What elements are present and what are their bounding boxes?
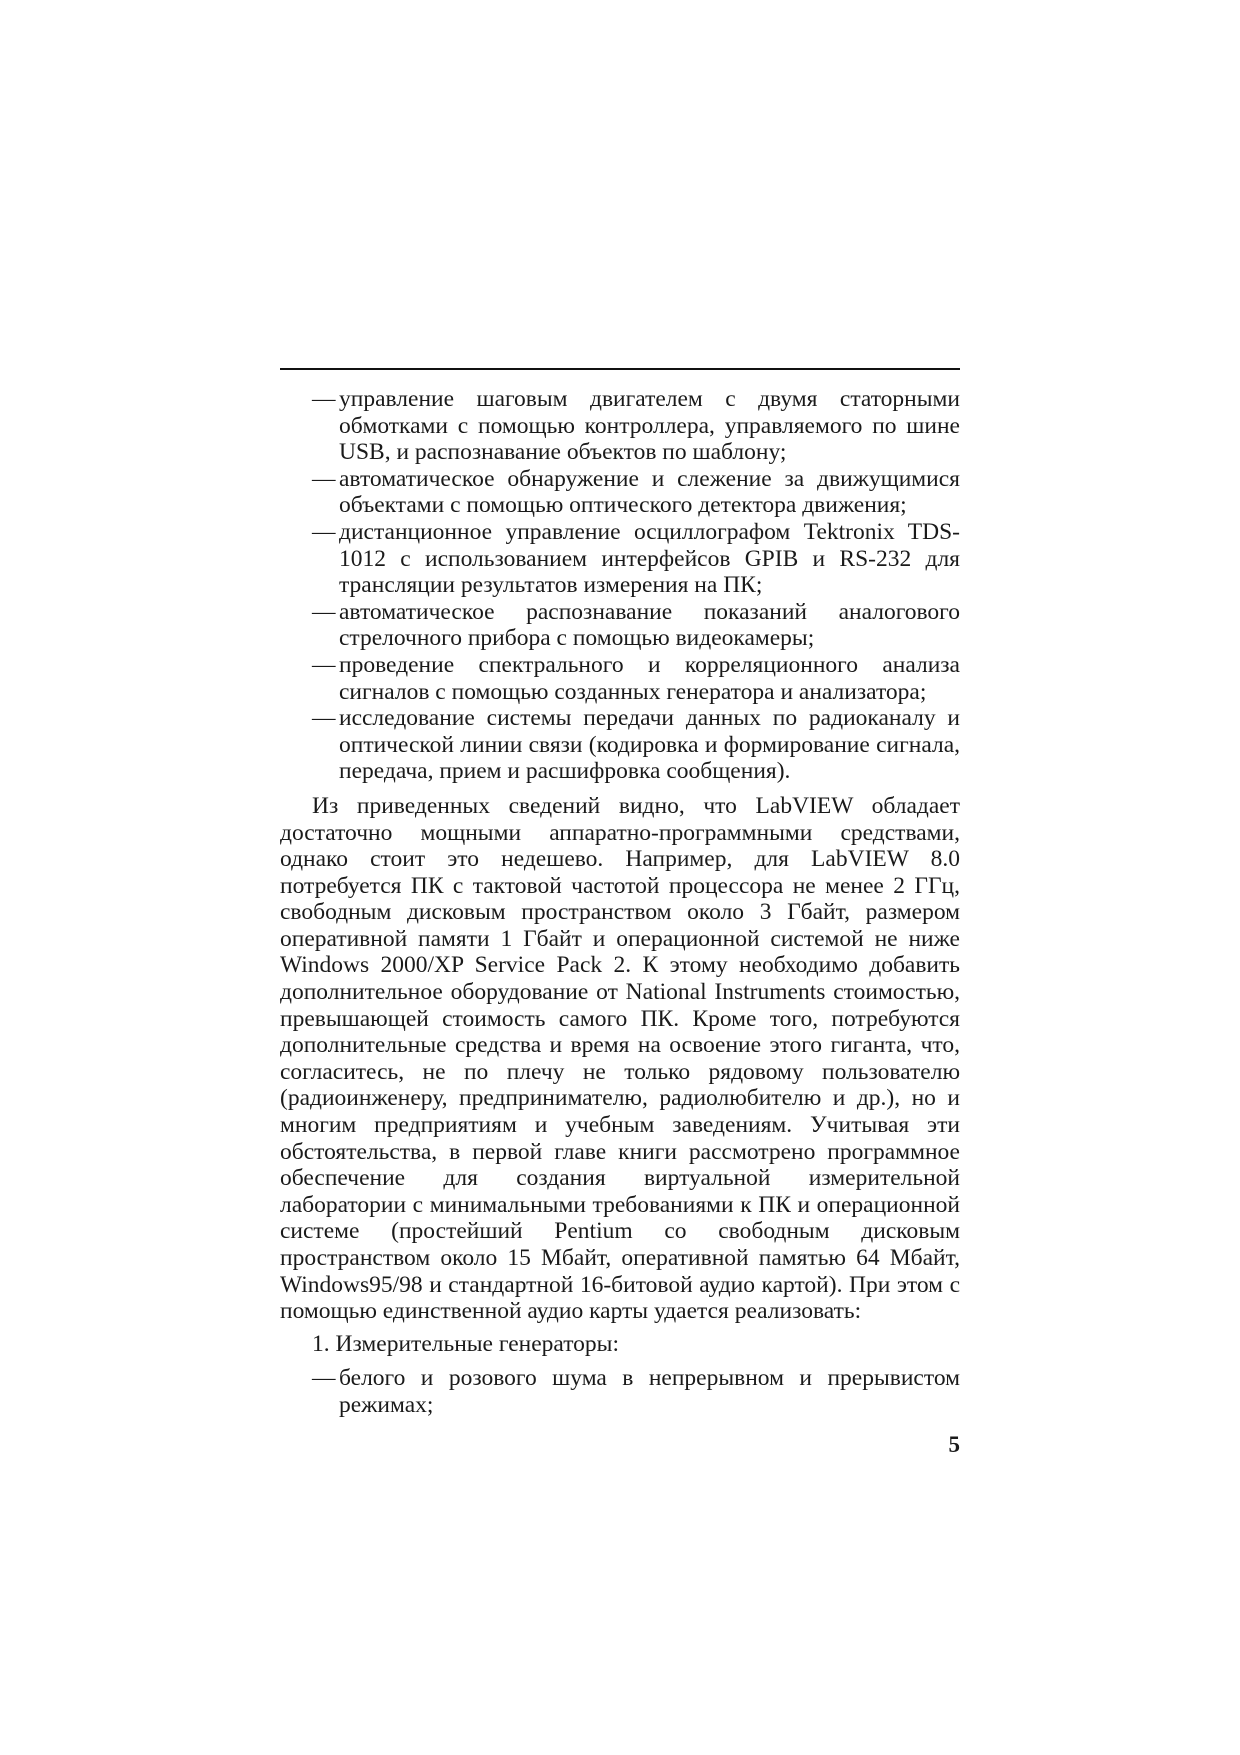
top-rule <box>280 368 960 370</box>
dash-marker: — <box>312 1365 336 1392</box>
list-item-text: белого и розового шума в непрерывном и прерывистом режимах; <box>339 1365 960 1418</box>
dash-marker: — <box>312 651 336 678</box>
list-item <box>280 1365 960 1418</box>
list-item-text: исследование системы передачи данных по радиоканалу и оптической линии связи (кодировка и формирование сигнала, передача, прием и расшифровка сообщения). <box>339 705 960 785</box>
feature-list <box>280 386 960 785</box>
numbered-heading: 1. Измерительные генераторы: <box>312 1330 619 1357</box>
dash-marker: — <box>312 518 336 545</box>
dash-marker: — <box>312 598 336 625</box>
list-item <box>280 519 960 599</box>
list-item-text: проведение спектрального и корреляционного анализа сигналов с помощью созданных генератора и анализатора; <box>339 651 960 705</box>
list-item <box>280 386 960 466</box>
body-paragraph: Из приведенных сведений видно, что LabVIEW обладает достаточно мощными аппаратно-программными средствами, однако стоит это недешево. Например, для LabVIEW 8.0 потребуется ПК с тактовой частотой процессора не менее 2 ГГц, свободным дисковым пространством около 3 Гбайт, размером оперативной памяти 1 Гбайт и операционной системой не ниже Windows 2000/XP Service Pack 2. К этому необходимо добавить дополнительное оборудование от National Instruments стоимостью, превышающей стоимость самого ПК. Кроме того, потребуются дополнительные средства и время на освоение этого гиганта, что, согласитесь, не по плечу не только рядовому пользователю (радиоинженеру, предпринимателю, радиолюбителю и др.), но и многим предприятиям и учебным заведениям. Учитывая эти обстоятельства, в первой главе книги рассмотрено программное обеспечение для создания виртуальной измерительной лаборатории с минимальными требованиями к ПК и операционной системе (простейший Pentium со свободным дисковым пространством около 15 Мбайт, оперативной памятью 64 Мбайт, Windows95/98 и стандартной 16-битовой аудио картой). При этом с помощью единственной аудио карты удается реализовать: <box>280 792 960 1325</box>
generator-list <box>280 1365 960 1418</box>
list-item <box>280 705 960 785</box>
list-item <box>280 652 960 705</box>
list-item-text: автоматическое обнаружение и слежение за движущимися объектами с помощью оптического детектора движения; <box>339 465 960 519</box>
dash-marker: — <box>312 386 336 412</box>
page-number: 5 <box>948 1432 960 1457</box>
list-item-text: управление шаговым двигателем с двумя статорными обмотками с помощью контроллера, управляемого по шине USB, и распознавание объектов по шаблону; <box>339 386 960 466</box>
page-body <box>280 386 960 1419</box>
dash-marker: — <box>312 705 336 732</box>
list-item <box>280 599 960 652</box>
list-item-text: автоматическое распознавание показаний аналогового стрелочного прибора с помощью видеокамеры; <box>339 598 960 652</box>
dash-marker: — <box>312 465 336 492</box>
list-item-text: дистанционное управление осциллографом Tektronix TDS-1012 с использованием интерфейсов GPIB и RS-232 для трансляции результатов измерения на ПК; <box>339 518 960 599</box>
list-item <box>280 466 960 519</box>
